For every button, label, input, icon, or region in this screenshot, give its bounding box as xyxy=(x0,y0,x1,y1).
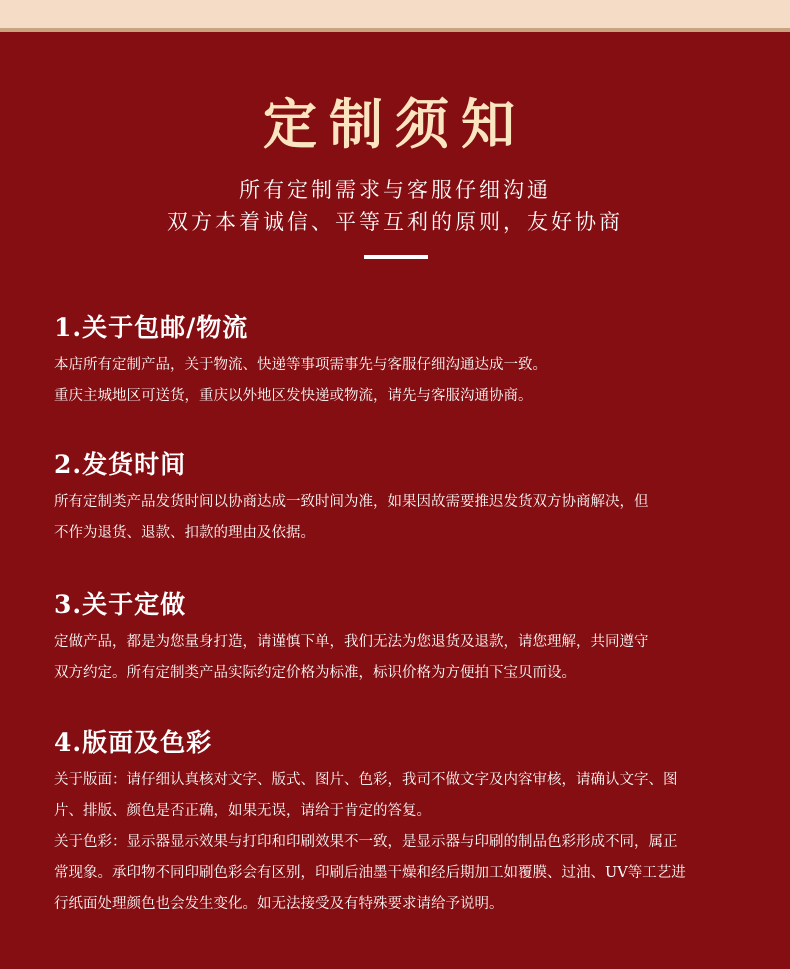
header-divider xyxy=(364,255,428,259)
section-text: 重庆主城地区可送货，重庆以外地区发快递或物流，请先与客服沟通协商。 xyxy=(54,388,533,404)
section-text: 所有定制类产品发货时间以协商达成一致时间为准，如果因故需要推迟发货双方协商解决，但 xyxy=(54,494,649,510)
section-title: 1.关于包邮/物流 xyxy=(54,313,249,342)
section-text: 行纸面处理颜色也会发生变化。如无法接受及有特殊要求请给予说明。 xyxy=(54,896,504,912)
section-delivery-time xyxy=(54,445,754,549)
section-text: 常现象。承印物不同印刷色彩会有区别，印刷后油墨干燥和经后期加工如覆膜、过油、UV等工艺进 xyxy=(54,865,686,881)
subtitle-line-1: 所有定制需求与客服仔细沟通 xyxy=(239,178,551,202)
section-title: 3.关于定做 xyxy=(54,590,187,619)
section-text: 片、排版、颜色是否正确，如果无误，请给于肯定的答复。 xyxy=(54,803,431,819)
section-custom-order xyxy=(54,585,754,689)
section-shipping xyxy=(54,308,754,412)
section-text: 双方约定。所有定制类产品实际约定价格为标准，标识价格为方便拍下宝贝而设。 xyxy=(54,665,576,681)
section-text: 定做产品，都是为您量身打造，请谨慎下单，我们无法为您退货及退款，请您理解，共同遵守 xyxy=(54,634,649,650)
page-title: 定制须知 xyxy=(263,92,527,156)
section-title: 2.发货时间 xyxy=(54,450,187,479)
top-decorative-band xyxy=(0,0,790,28)
section-text: 关于版面：请仔细认真核对文字、版式、图片、色彩，我司不做文字及内容审核，请确认文字、图 xyxy=(54,772,678,788)
section-text: 不作为退货、退款、扣款的理由及依据。 xyxy=(54,525,315,541)
section-layout-color xyxy=(54,723,754,920)
section-text: 本店所有定制产品，关于物流、快递等事项需事先与客服仔细沟通达成一致。 xyxy=(54,357,547,373)
section-text: 关于色彩：显示器显示效果与打印和印刷效果不一致，是显示器与印刷的制品色彩形成不同，属正 xyxy=(54,834,678,850)
subtitle-line-2: 双方本着诚信、平等互利的原则，友好协商 xyxy=(167,210,623,234)
section-title: 4.版面及色彩 xyxy=(54,728,213,757)
top-band-border xyxy=(0,28,790,32)
